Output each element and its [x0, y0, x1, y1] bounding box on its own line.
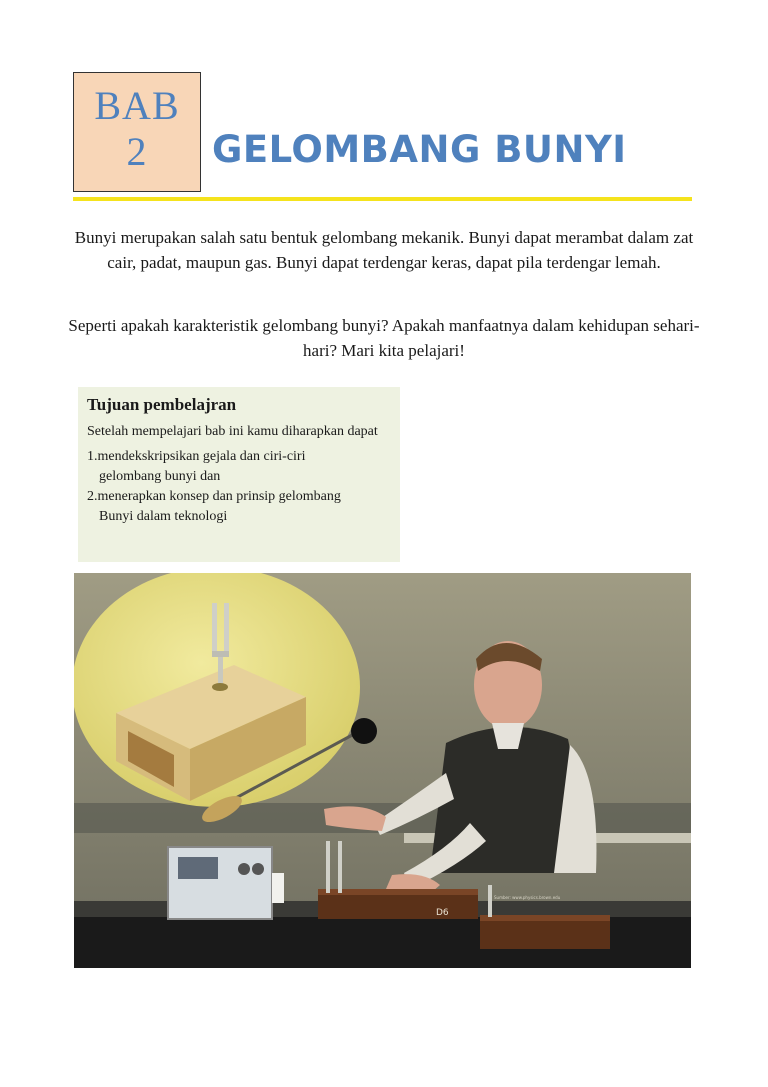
- goal-item-line: 2.menerapkan konsep dan prinsip gelombang: [87, 489, 341, 504]
- goal-item-line: 1.mendekskripsikan gejala dan ciri-ciri: [87, 449, 306, 464]
- chapter-number-box: [73, 72, 201, 192]
- learning-goals-title: Tujuan pembelajran: [87, 395, 237, 414]
- title-underline: [73, 197, 692, 201]
- chapter-title: GELOMBANG BUNYI: [212, 128, 627, 171]
- learning-goal-item: [87, 447, 391, 487]
- learning-goals-lead: Setelah mempelajari bab ini kamu diharapkan dapat: [87, 424, 378, 439]
- bab-label: BAB: [94, 83, 180, 128]
- intro-paragraph-1: Bunyi merupakan salah satu bentuk gelombang mekanik. Bunyi dapat merambat dalam zat cair, padat, maupun gas. Bunyi dapat terdengar keras, dapat pila terdengar lemah.: [74, 228, 694, 272]
- learning-goals-box: [78, 387, 400, 562]
- image-credit: Sumber: www.physics.brown.edu: [494, 895, 561, 900]
- box-label: D6: [436, 908, 449, 918]
- tuning-fork-photo: [74, 573, 691, 968]
- bab-number: 2: [126, 129, 148, 174]
- goal-item-continuation: Bunyi dalam teknologi: [99, 509, 228, 524]
- learning-goal-item: [87, 487, 391, 527]
- intro-paragraph-2: Seperti apakah karakteristik gelombang bunyi? Apakah manfaatnya dalam kehidupan sehari-hari? Mari kita pelajari!: [68, 316, 700, 360]
- goal-item-continuation: gelombang bunyi dan: [99, 469, 221, 484]
